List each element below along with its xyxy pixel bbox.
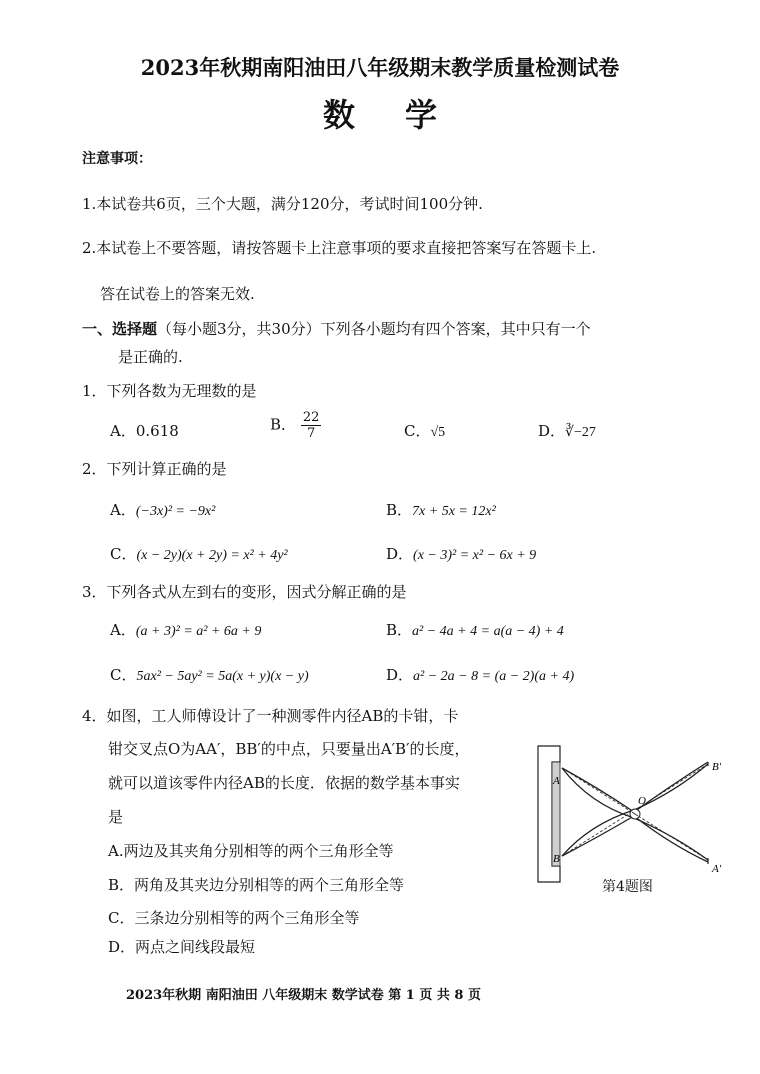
section-1-heading: 一、选择题 xyxy=(82,320,158,338)
notice-heading: 注意事项： xyxy=(82,151,152,167)
section-1-instruction-cont: 是正确的. xyxy=(118,348,183,366)
section-1-instruction: （每小题3分，共30分）下列各小题均有四个答案，其中只有一个 xyxy=(157,320,591,338)
notice-item-2: 2.本试卷上不要答题，请按答题卡上注意事项的要求直接把答案写在答题卡上. xyxy=(82,239,597,257)
figure-caption: 第4题图 xyxy=(602,879,653,895)
label-o: O xyxy=(638,795,646,807)
q1-option-d-label: D． xyxy=(538,422,566,440)
q2-option-b xyxy=(386,499,496,520)
q4-stem-line-1: 4．如图，工人师傅设计了一种测零件内径AB的卡钳，卡 xyxy=(82,707,459,725)
q3-option-b xyxy=(386,619,564,640)
q3-option-c xyxy=(110,664,309,685)
q1-option-c xyxy=(404,420,445,441)
q3-option-c-label: C． xyxy=(110,666,137,684)
q1-option-b-fraction xyxy=(301,410,322,441)
q2-option-c xyxy=(110,543,288,564)
subject-title: 数学 xyxy=(322,96,487,134)
caliper-arm-upper xyxy=(562,762,708,812)
q4-stem-line-3: 就可以道该零件内径AB的长度．依据的数学基本事实 xyxy=(108,774,460,792)
label-b-prime: B′ xyxy=(712,761,722,773)
q1-stem: 1．下列各数为无理数的是 xyxy=(82,382,257,400)
q3-option-d xyxy=(386,664,574,685)
q4-option-a: A.两边及其夹角分别相等的两个三角形全等 xyxy=(108,842,394,860)
q2-option-c-expr: (x − 2y)(x + 2y) = x² + 4y² xyxy=(136,548,288,563)
q2-option-a-label: A． xyxy=(110,501,136,519)
q1-option-b-label: B． xyxy=(270,415,297,434)
q4-caliper-figure xyxy=(530,744,740,884)
paper-title: 2023年秋期南阳油田八年级期末教学质量检测试卷 xyxy=(140,55,620,80)
q2-option-a xyxy=(110,499,215,520)
q3-option-b-expr: a² − 4a + 4 = a(a − 4) + 4 xyxy=(412,624,564,639)
q3-option-c-expr: 5ax² − 5ay² = 5a(x + y)(x − y) xyxy=(136,669,309,684)
notice-item-3: 答在试卷上的答案无效. xyxy=(100,285,255,303)
q1-option-d-expr: ∛−27 xyxy=(565,425,596,440)
section-1-line xyxy=(82,318,591,339)
q3-option-d-expr: a² − 2a − 8 = (a − 2)(a + 4) xyxy=(413,669,575,684)
q1-option-b xyxy=(270,410,321,441)
q1-option-a: A．0.618 xyxy=(110,422,179,440)
q3-option-b-label: B． xyxy=(386,621,413,639)
q3-option-a-label: A． xyxy=(110,621,136,639)
q2-option-b-label: B． xyxy=(386,501,413,519)
q3-option-d-label: D． xyxy=(386,666,414,684)
q2-option-b-expr: 7x + 5x = 12x² xyxy=(412,504,496,519)
q3-option-a-expr: (a + 3)² = a² + 6a + 9 xyxy=(135,624,262,639)
q2-option-a-expr: (−3x)² = −9x² xyxy=(135,504,216,519)
label-a-prime: A′ xyxy=(712,863,722,875)
q2-option-c-label: C． xyxy=(110,545,137,563)
q3-option-a xyxy=(110,619,261,640)
q4-option-c: C．三条边分别相等的两个三角形全等 xyxy=(108,909,360,927)
q2-stem: 2．下列计算正确的是 xyxy=(82,460,227,478)
notice-item-1: 1.本试卷共6页，三个大题，满分120分，考试时间100分钟. xyxy=(82,195,483,213)
q1-option-d xyxy=(538,420,596,441)
q4-stem-line-4: 是 xyxy=(108,808,124,826)
label-a: A xyxy=(553,775,560,787)
q2-option-d-label: D． xyxy=(386,545,414,563)
q2-option-d-expr: (x − 3)² = x² − 6x + 9 xyxy=(413,548,537,563)
q1-option-b-numerator: 22 xyxy=(302,410,320,425)
caliper-arm-lower xyxy=(562,816,708,862)
page-footer: 2023年秋期 南阳油田 八年级期末 数学试卷 第 1 页 共 8 页 xyxy=(126,988,482,1003)
q2-option-d xyxy=(386,543,536,564)
q1-option-c-expr: √5 xyxy=(430,425,446,440)
q4-option-b: B．两角及其夹边分别相等的两个三角形全等 xyxy=(108,876,405,894)
q4-option-d: D．两点之间线段最短 xyxy=(108,938,256,956)
label-b: B xyxy=(553,853,560,865)
q1-option-b-denominator: 7 xyxy=(306,426,316,441)
q1-option-c-label: C． xyxy=(404,422,431,440)
q3-stem: 3．下列各式从左到右的变形，因式分解正确的是 xyxy=(82,583,407,601)
q4-stem-line-2: 钳交叉点O为AA′，BB′的中点，只要量出A′B′的长度， xyxy=(108,740,470,758)
